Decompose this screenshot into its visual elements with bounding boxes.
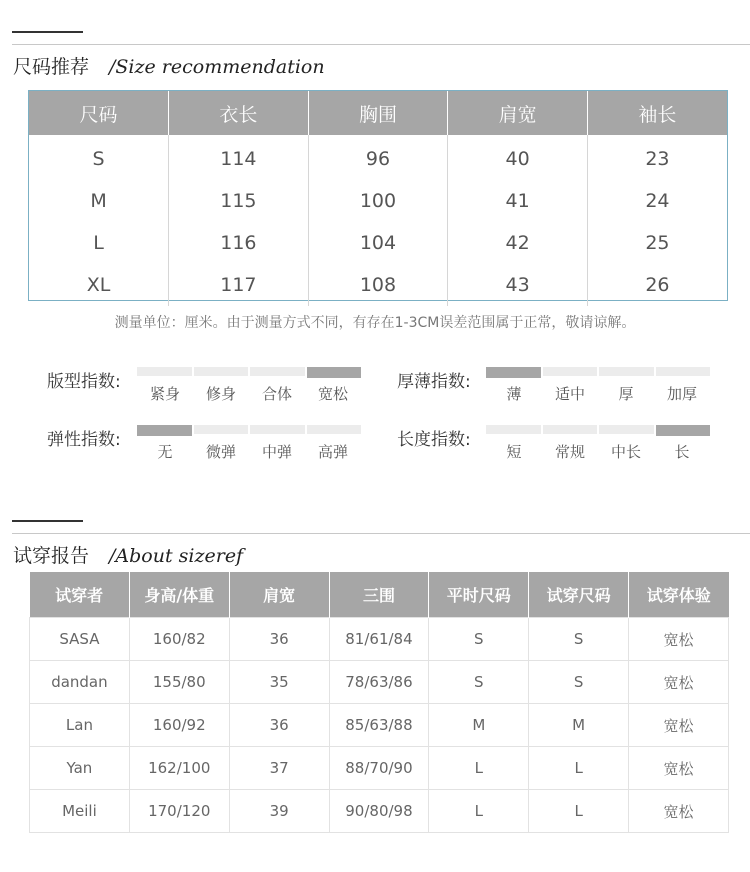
scale-option-label: 中弹 — [261, 443, 292, 461]
size-cell: 24 — [587, 180, 727, 222]
measurement-note: 测量单位：厘米。由于测量方式不同，有存在1-3CM误差范围属于正常，敬请谅解。 — [114, 315, 636, 331]
scale-segment — [543, 367, 598, 376]
scale-segment — [194, 425, 249, 434]
fit-index-label: 版型指数: — [47, 372, 121, 392]
scale-option-label: 常规 — [554, 443, 585, 461]
size-cell: 96 — [308, 135, 448, 180]
size-table-row — [29, 135, 727, 180]
scale-segment-selected — [307, 367, 362, 378]
tryon-table-row — [30, 704, 729, 747]
section-accent-line — [12, 31, 83, 33]
tryon-section-heading — [13, 541, 243, 568]
tryon-cell: 160/92 — [129, 704, 229, 747]
scale-option-label: 适中 — [554, 385, 585, 403]
size-col-header: 袖长 — [587, 91, 727, 135]
size-table-row — [29, 180, 727, 222]
size-col-header: 尺码 — [29, 91, 169, 135]
scale-option-label: 修身 — [205, 385, 236, 403]
size-cell: 23 — [587, 135, 727, 180]
size-table-header-row — [29, 91, 727, 135]
tryon-cell: M — [529, 704, 629, 747]
tryon-cell: S — [429, 661, 529, 704]
elasticity-index-scale — [137, 425, 361, 462]
scale-option-label: 无 — [157, 443, 173, 461]
scale-option-label: 合体 — [261, 385, 292, 403]
scale-option-label: 高弹 — [317, 443, 348, 461]
tryon-cell: 35 — [229, 661, 329, 704]
tryon-cell: S — [529, 618, 629, 661]
elasticity-index-label: 弹性指数: — [47, 430, 121, 450]
scale-segment — [486, 425, 541, 434]
tryon-col-header: 肩宽 — [229, 572, 329, 618]
tryon-cell: L — [529, 790, 629, 833]
scale-segment — [137, 367, 192, 376]
tryon-section-title: 试穿报告 — [13, 545, 90, 567]
scale-option-label: 微弹 — [205, 443, 236, 461]
tryon-cell: Yan — [30, 747, 130, 790]
tryon-section-subtitle: /About sizeref — [109, 545, 244, 567]
tryon-cell: 155/80 — [129, 661, 229, 704]
scale-option-label: 短 — [506, 443, 522, 461]
tryon-table-row — [30, 790, 729, 833]
scale-option-label: 薄 — [506, 385, 522, 403]
tryon-col-header: 三围 — [329, 572, 429, 618]
scale-segment-selected — [656, 425, 711, 436]
tryon-cell: 81/61/84 — [329, 618, 429, 661]
tryon-col-header: 平时尺码 — [429, 572, 529, 618]
scale-bars — [486, 425, 710, 436]
tryon-cell: SASA — [30, 618, 130, 661]
tryon-cell: dandan — [30, 661, 130, 704]
tryon-table-row — [30, 747, 729, 790]
size-col-header: 衣长 — [169, 91, 309, 135]
scale-segment — [250, 425, 305, 434]
tryon-cell: M — [429, 704, 529, 747]
section-divider — [12, 44, 750, 45]
tryon-cell: 88/70/90 — [329, 747, 429, 790]
tryon-cell: 36 — [229, 704, 329, 747]
size-cell: M — [90, 190, 107, 212]
size-cell: S — [92, 148, 105, 170]
tryon-cell: 宽松 — [629, 618, 729, 661]
tryon-col-header: 试穿尺码 — [529, 572, 629, 618]
tryon-cell: L — [429, 747, 529, 790]
scale-segment-selected — [486, 367, 541, 378]
size-cell: 100 — [308, 180, 448, 222]
tryon-cell: 宽松 — [629, 747, 729, 790]
size-section-title: 尺码推荐 — [13, 56, 90, 78]
tryon-cell: Meili — [30, 790, 130, 833]
scale-segment — [543, 425, 598, 434]
tryon-table — [29, 572, 729, 833]
scale-segment-selected — [137, 425, 192, 436]
scale-segment — [307, 425, 362, 434]
size-table — [28, 90, 728, 301]
thickness-index-scale — [486, 367, 710, 404]
tryon-cell: L — [429, 790, 529, 833]
tryon-cell: L — [529, 747, 629, 790]
fit-index-scale — [137, 367, 361, 404]
size-cell: XL — [86, 274, 111, 296]
tryon-table-row — [30, 618, 729, 661]
size-table-row — [29, 264, 727, 306]
tryon-col-header: 试穿者 — [30, 572, 130, 618]
scale-option-label: 中长 — [610, 443, 641, 461]
section-divider — [12, 533, 750, 534]
size-cell: 108 — [308, 264, 448, 306]
scale-option-label: 加厚 — [666, 385, 697, 403]
tryon-table-row — [30, 661, 729, 704]
size-cell: 26 — [587, 264, 727, 306]
size-cell: 104 — [308, 222, 448, 264]
tryon-cell: 160/82 — [129, 618, 229, 661]
size-cell: L — [93, 232, 104, 254]
scale-segment — [599, 367, 654, 376]
tryon-col-header: 试穿体验 — [629, 572, 729, 618]
size-table-row — [29, 222, 727, 264]
scale-option-label: 宽松 — [317, 385, 348, 403]
tryon-cell: 162/100 — [129, 747, 229, 790]
tryon-cell: 85/63/88 — [329, 704, 429, 747]
scale-bars — [486, 367, 710, 378]
tryon-cell: 39 — [229, 790, 329, 833]
tryon-cell: 宽松 — [629, 790, 729, 833]
scale-bars — [137, 367, 361, 378]
tryon-cell: S — [529, 661, 629, 704]
scale-option-label: 厚 — [618, 385, 634, 403]
tryon-cell: 78/63/86 — [329, 661, 429, 704]
thickness-index-label: 厚薄指数: — [397, 372, 471, 392]
size-cell: 115 — [169, 180, 309, 222]
tryon-cell: 宽松 — [629, 661, 729, 704]
size-cell: 40 — [448, 135, 588, 180]
tryon-cell: 宽松 — [629, 704, 729, 747]
length-index-label: 长度指数: — [397, 430, 471, 450]
size-cell: 42 — [448, 222, 588, 264]
tryon-cell: S — [429, 618, 529, 661]
scale-segment — [656, 367, 711, 376]
scale-segment — [194, 367, 249, 376]
tryon-cell: 170/120 — [129, 790, 229, 833]
size-cell: 41 — [448, 180, 588, 222]
size-col-header: 胸围 — [308, 91, 448, 135]
size-cell: 25 — [587, 222, 727, 264]
tryon-cell: Lan — [30, 704, 130, 747]
scale-segment — [599, 425, 654, 434]
tryon-col-header: 身高/体重 — [129, 572, 229, 618]
section-accent-line — [12, 520, 83, 522]
tryon-cell: 90/80/98 — [329, 790, 429, 833]
scale-option-label: 长 — [674, 443, 690, 461]
length-index-scale — [486, 425, 710, 462]
size-cell: 114 — [169, 135, 309, 180]
size-cell: 116 — [169, 222, 309, 264]
size-col-header: 肩宽 — [448, 91, 588, 135]
size-cell: 117 — [169, 264, 309, 306]
tryon-table-header-row — [30, 572, 729, 618]
tryon-cell: 37 — [229, 747, 329, 790]
scale-option-label: 紧身 — [149, 385, 180, 403]
scale-bars — [137, 425, 361, 436]
size-section-subtitle: /Size recommendation — [109, 56, 325, 78]
size-cell: 43 — [448, 264, 588, 306]
size-section-heading — [13, 52, 325, 79]
tryon-cell: 36 — [229, 618, 329, 661]
scale-segment — [250, 367, 305, 376]
